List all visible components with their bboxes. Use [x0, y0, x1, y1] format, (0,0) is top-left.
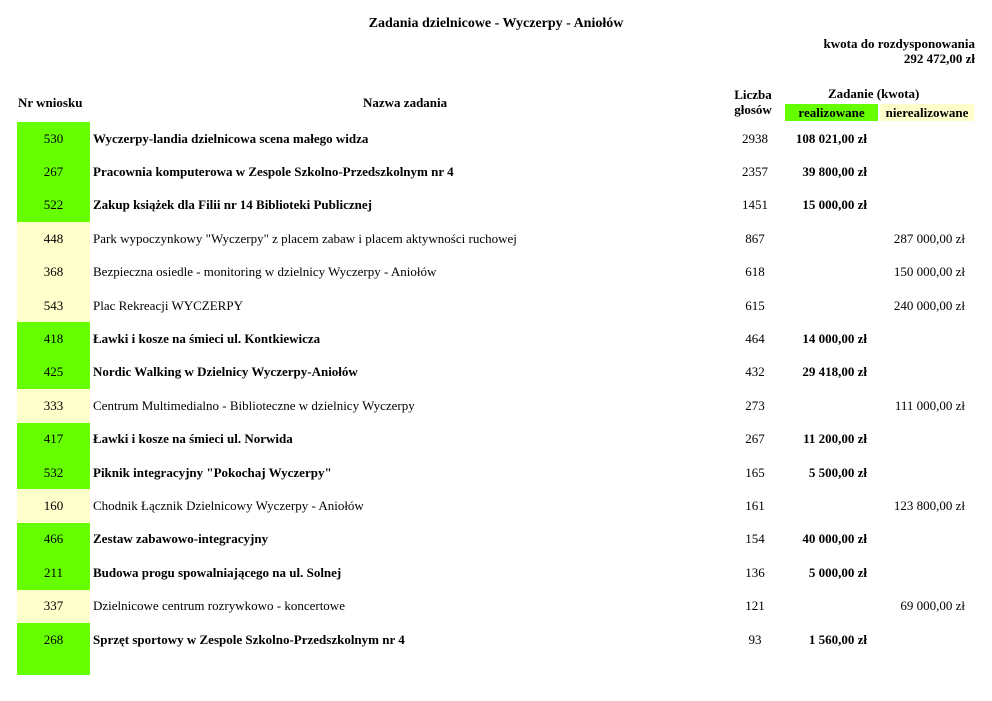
table-row: [0, 456, 992, 489]
table-row: [0, 155, 992, 188]
budget-summary: [824, 36, 975, 66]
task-name: Park wypoczynkowy "Wyczerpy" z placem zabaw i placem aktywności ruchowej: [93, 230, 517, 246]
task-name: Ławki i kosze na śmieci ul. Norwida: [93, 431, 293, 447]
table-row: [0, 222, 992, 255]
task-name: Ławki i kosze na śmieci ul. Kontkiewicza: [93, 330, 321, 346]
vote-count: 2357: [742, 163, 768, 179]
task-name: Piknik integracyjny "Pokochaj Wyczerpy": [93, 464, 332, 480]
task-name: Plac Rekreacji WYCZERPY: [93, 297, 243, 313]
request-number: 425: [43, 364, 64, 380]
request-number: 337: [43, 598, 64, 614]
table-row: [0, 256, 992, 289]
request-number: 268: [43, 631, 64, 647]
task-name: Zestaw zabawowo-integracyjny: [93, 531, 269, 547]
column-header-name: Nazwa zadania: [363, 95, 448, 110]
not-realized-amount: 150 000,00 zł: [893, 264, 965, 280]
table-row: [0, 289, 992, 322]
vote-count: 267: [745, 431, 765, 447]
legend-realized: realizowane: [785, 104, 878, 121]
request-number: 466: [43, 531, 64, 547]
table-row: [0, 122, 992, 155]
realized-amount: 40 000,00 zł: [802, 531, 867, 547]
realized-amount: 11 200,00 zł: [803, 431, 867, 447]
task-name: Bezpieczna osiedle - monitoring w dzielnicy Wyczerpy - Aniołów: [93, 264, 437, 280]
budget-value: 292 472,00 zł: [903, 51, 975, 66]
vote-count: 464: [745, 330, 765, 346]
table-row: [0, 189, 992, 222]
request-number: 448: [43, 230, 64, 246]
task-name: Zakup książek dla Filii nr 14 Biblioteki Publicznej: [93, 197, 372, 213]
table-row: [0, 356, 992, 389]
task-name: Budowa progu spowalniającego na ul. Solnej: [93, 564, 342, 580]
request-number: 368: [43, 264, 64, 280]
vote-count: 161: [745, 497, 765, 513]
table-row: [0, 623, 992, 656]
realized-amount: 39 800,00 zł: [802, 163, 867, 179]
table-row: [0, 556, 992, 589]
request-number: 211: [43, 564, 64, 580]
request-number: 333: [43, 397, 64, 413]
task-name: Wyczerpy-landia dzielnicowa scena małego widza: [93, 130, 369, 146]
legend-not-realized: nierealizowane: [880, 104, 974, 121]
vote-count: 121: [745, 598, 765, 614]
vote-count: 273: [745, 397, 765, 413]
not-realized-amount: 240 000,00 zł: [893, 297, 965, 313]
realized-amount: 14 000,00 zł: [802, 330, 867, 346]
task-name: Centrum Multimedialno - Biblioteczne w dzielnicy Wyczerpy: [93, 397, 415, 413]
table-row: [0, 489, 992, 522]
task-name: Dzielnicowe centrum rozrywkowo - koncertowe: [93, 598, 345, 614]
task-name: Nordic Walking w Dzielnicy Wyczerpy-Aniołów: [93, 364, 358, 380]
request-number: 532: [43, 464, 64, 480]
vote-count: 154: [745, 531, 765, 547]
request-number: 418: [43, 330, 64, 346]
request-number: 267: [43, 163, 64, 179]
realized-amount: 1 560,00 zł: [808, 631, 867, 647]
table-row: [0, 389, 992, 422]
realized-amount: 29 418,00 zł: [802, 364, 867, 380]
vote-count: 2938: [742, 130, 768, 146]
vote-count: 618: [745, 264, 765, 280]
realized-amount: 5 500,00 zł: [808, 464, 867, 480]
table-row: [0, 523, 992, 556]
task-name: Sprzęt sportowy w Zespole Szkolno-Przedszkolnym nr 4: [93, 631, 405, 647]
task-name: Pracownia komputerowa w Zespole Szkolno-Przedszkolnym nr 4: [93, 163, 454, 179]
votes-header-line2: głosów: [734, 102, 772, 117]
request-number: 530: [43, 130, 64, 146]
column-header-task: Zadanie (kwota): [828, 86, 920, 101]
table-row: [0, 322, 992, 355]
page-title: Zadania dzielnicowe - Wyczerpy - Aniołów: [368, 16, 624, 31]
task-name: Chodnik Łącznik Dzielnicowy Wyczerpy - Aniołów: [93, 497, 364, 513]
realized-amount: 5 000,00 zł: [808, 564, 867, 580]
vote-count: 432: [745, 364, 765, 380]
request-number: 417: [43, 431, 64, 447]
request-number: 160: [43, 497, 64, 513]
not-realized-amount: 69 000,00 zł: [900, 598, 965, 614]
table-row: [0, 423, 992, 456]
vote-count: 136: [745, 564, 765, 580]
not-realized-amount: 287 000,00 zł: [893, 230, 965, 246]
vote-count: 867: [745, 230, 765, 246]
vote-count: 93: [748, 631, 762, 647]
realized-amount: 15 000,00 zł: [802, 197, 867, 213]
vote-count: 1451: [742, 197, 768, 213]
request-number: 522: [43, 197, 64, 213]
realized-amount: 108 021,00 zł: [795, 130, 867, 146]
not-realized-amount: 123 800,00 zł: [893, 497, 965, 513]
table-row: [0, 590, 992, 623]
budget-label: kwota do rozdysponowania: [823, 36, 975, 51]
column-header-votes: [732, 87, 774, 117]
column-header-nr: Nr wniosku: [18, 95, 83, 110]
not-realized-amount: 111 000,00 zł: [894, 397, 965, 413]
request-number: 543: [43, 297, 64, 313]
vote-count: 165: [745, 464, 765, 480]
vote-count: 615: [745, 297, 765, 313]
votes-header-line1: Liczba: [734, 87, 772, 102]
